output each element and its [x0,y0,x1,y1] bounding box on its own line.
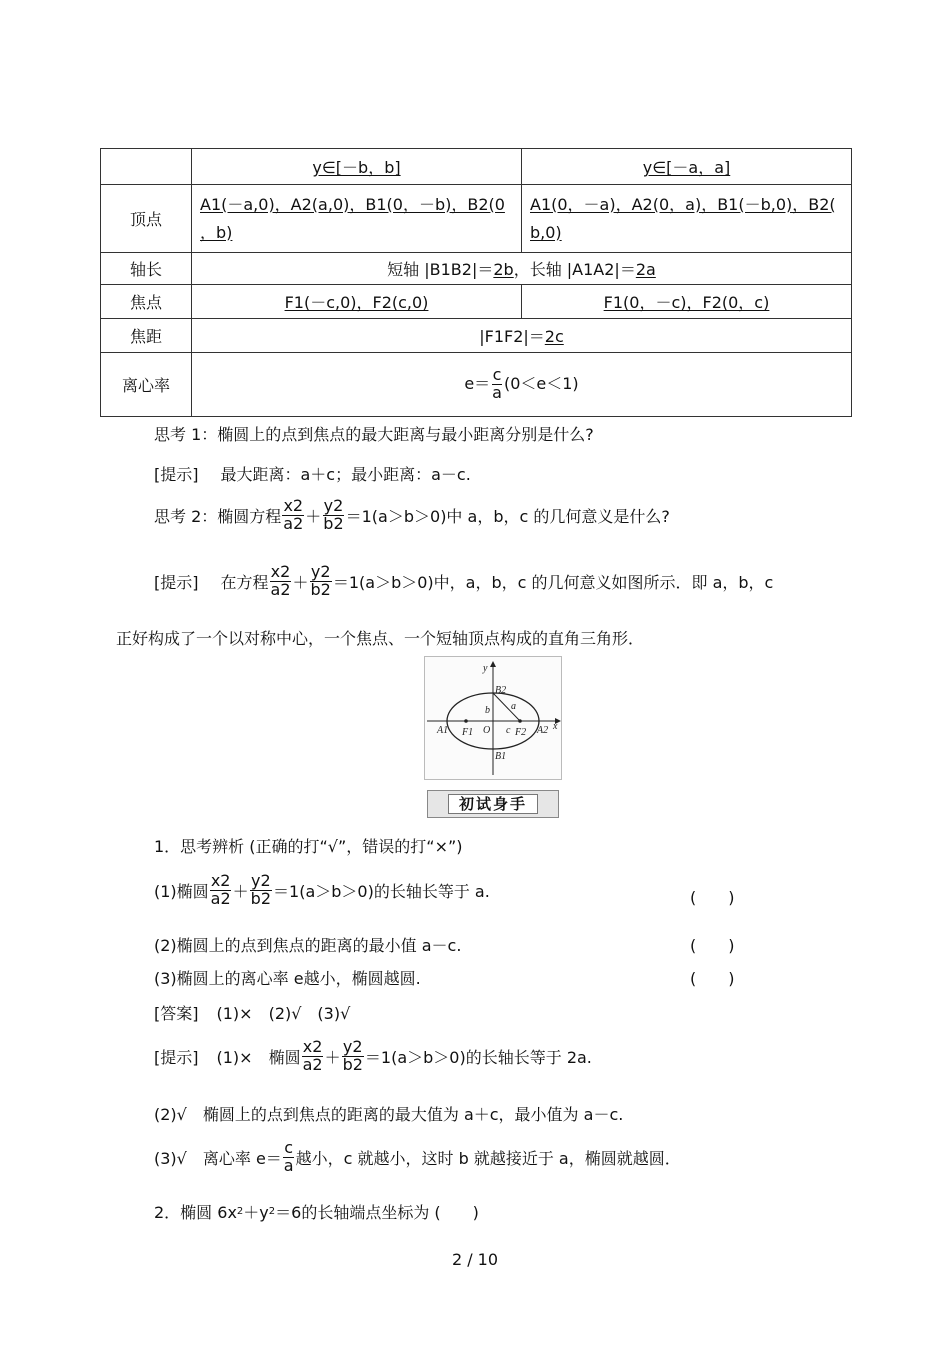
q1-statement-1: (1)椭圆 $\frac{x2}{a2}$ ＋ $\frac{y2}{b2}$ ＝1(a＞b＞0)的长轴长等于 a. [154,871,490,908]
page-number: 2 / 10 [451,1250,499,1269]
think2-hint: [提示] 在方程 $\frac{x2}{a2}$ ＋ $\frac{y2}{b2}$ ＝1(a＞b＞0)中，a，b，c 的几何意义如图所示．即 a，b，c [154,562,774,599]
fraction: $\frac{c}{a}$ [283,1138,294,1175]
q1-hint-1: [提示] (1)× 椭圆 $\frac{x2}{a2}$ ＋ $\frac{y2}{b2}$ ＝1(a＞b＞0)的长轴长等于 2a. [154,1037,592,1074]
table-row [101,253,852,285]
row-label: 离心率 [101,353,192,417]
focus-point [518,719,522,723]
ellipse-diagram [425,657,561,779]
row-label: 焦距 [101,319,192,353]
focus-point [464,719,468,723]
fraction: $\frac{x2}{a2}$ [302,1037,323,1074]
q1-title: 1．思考辨析 (正确的打“√”，错误的打“×”) [154,837,463,856]
table-row [101,353,852,417]
q2-text: 2．椭圆 6x 2 ＋y 2 ＝6的长轴端点坐标为 ( ) [154,1203,479,1222]
label-f1: F1 [462,727,474,738]
ellipse-figure [424,656,562,780]
label-b: b [485,705,490,716]
row-label: 焦点 [101,285,192,319]
table-row [101,285,852,319]
q1-statement-2: (2)椭圆上的点到焦点的距离的最小值 a－c. [154,936,462,955]
answer-paren: ( ) [690,888,735,907]
fraction: $\frac{c}{a}$ [492,365,502,402]
y-arrow-icon [490,661,496,667]
label-o: O [483,725,491,736]
answer-paren: ( ) [690,936,735,955]
row-label: 顶点 [101,185,192,253]
table-row [101,185,852,253]
row-label: 轴长 [101,253,192,285]
label-a1: A1 [437,725,449,736]
label-b1: B1 [495,751,507,762]
label-a2: A2 [537,725,549,736]
think1-question: 思考 1：椭圆上的点到焦点的最大距离与最小距离分别是什么? [154,425,594,444]
label-b2: B2 [495,685,507,696]
fraction: $\frac{y2}{b2}$ [250,871,272,908]
label-f2: F2 [515,727,527,738]
fraction: $\frac{x2}{a2}$ [283,496,304,533]
table-cell: 短轴 |B1B2|＝2b，长轴 |A1A2|＝2a [192,253,852,285]
table-cell: |F1F2|＝2c [192,319,852,353]
label-a: a [511,701,516,712]
fraction: $\frac{y2}{b2}$ [323,496,344,533]
table-cell: e＝ $\frac{c}{a}$ (0＜e＜1) [192,353,852,417]
think2-question: 思考 2：椭圆方程 $\frac{x2}{a2}$ ＋ $\frac{y2}{b2}$ ＝1(a＞b＞0)中 a，b，c 的几何意义是什么? [154,496,670,533]
label-c: c [506,725,511,736]
q1-statement-3: (3)椭圆上的离心率 e越小，椭圆越圆. [154,969,421,988]
table-cell: y∈[－b，b] [192,149,522,185]
fraction: $\frac{y2}{b2}$ [342,1037,363,1074]
table-cell: A1(－a,0)，A2(a,0)，B1(0，－b)，B2(0 ，b) [192,185,522,253]
table-cell: A1(0，－a)，A2(0，a)，B1(－b,0)，B2( b,0) [522,185,852,253]
label-x: x [553,721,558,732]
q1-answer: [答案] (1)× (2)√ (3)√ [154,1004,351,1023]
answer-paren: ( ) [690,969,735,988]
think2-hint-continued: 正好构成了一个以对称中心，一个焦点、一个短轴顶点构成的直角三角形． [116,629,645,648]
section-banner: 初试身手 [427,790,559,818]
table-cell: y∈[－a，a] [522,149,852,185]
ellipse-properties-table [100,148,852,417]
q1-hint-3: (3)√ 离心率 e＝ $\frac{c}{a}$ 越小，c 就越小，这时 b 就越接近于 a，椭圆就越圆． [154,1138,681,1175]
think1-hint: [提示] 最大距离：a＋c；最小距离：a－c. [154,465,471,484]
table-cell: F1(－c,0)，F2(c,0) [192,285,522,319]
table-row [101,149,852,185]
table-cell-empty [101,149,192,185]
fraction: $\frac{x2}{a2}$ [270,562,291,599]
q1-hint-2: (2)√ 椭圆上的点到焦点的距离的最大值为 a＋c，最小值为 a－c. [154,1105,624,1124]
table-cell: F1(0，－c)，F2(0，c) [522,285,852,319]
table-row [101,319,852,353]
label-y: y [483,663,488,674]
fraction: $\frac{x2}{a2}$ [210,871,231,908]
fraction: $\frac{y2}{b2}$ [310,562,331,599]
